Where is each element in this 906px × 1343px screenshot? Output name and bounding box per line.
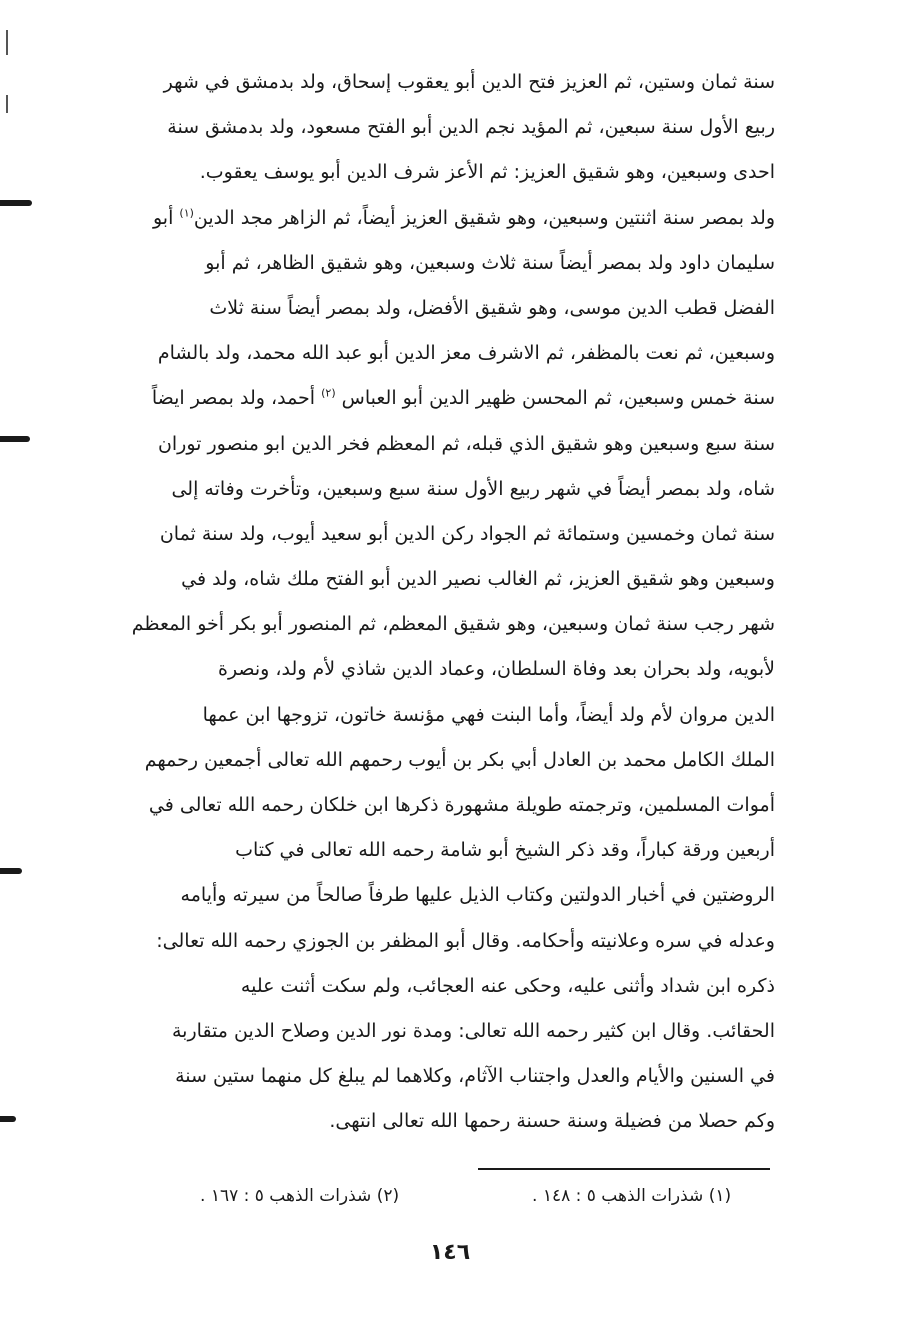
footnote-2: (٢) شذرات الذهب ٥ : ١٦٧ . bbox=[200, 1186, 400, 1206]
footnote-marker: (١) bbox=[179, 206, 194, 220]
edge-mark bbox=[0, 436, 30, 442]
text-line: الملك الكامل محمد بن العادل أبي بكر بن أيوب رحمهم الله تعالى أجمعين رحمهم bbox=[144, 748, 775, 771]
text-line: سنة ثمان وستين، ثم العزيز فتح الدين أبو يعقوب إسحاق، ولد بدمشق في شهر bbox=[163, 71, 775, 93]
main-text bbox=[75, 60, 775, 1145]
text-line: لأبويه، ولد بحران بعد وفاة السلطان، وعماد الدين شاذي لأم ولد، ونصرة bbox=[217, 658, 775, 681]
text-line: وكم حصلا من فضيلة وسنة حسنة رحمها الله تعالى انتهى. bbox=[329, 1110, 775, 1133]
text-segment: أحمد، ولد بمصر ايضاً bbox=[151, 387, 322, 410]
text-segment: سنة خمس وسبعين، ثم المحسن ظهير الدين أبو العباس bbox=[335, 387, 775, 410]
page-number: ١٤٦ bbox=[429, 1240, 471, 1265]
edge-mark bbox=[0, 868, 22, 874]
footnote-marker: (٢) bbox=[321, 386, 336, 400]
text-line: سليمان داود ولد بمصر أيضاً سنة ثلاث وسبعين، وهو شقيق الظاهر، ثم أبو bbox=[205, 251, 775, 274]
margin-line bbox=[6, 30, 8, 55]
text-line: الروضتين في أخبار الدولتين وكتاب الذيل عليها طرفاً صالحاً من سيرته وأيامه bbox=[180, 884, 775, 907]
footnote-1: (١) شذرات الذهب ٥ : ١٤٨ . bbox=[532, 1186, 732, 1206]
text-line: أموات المسلمين، وترجمته طويلة مشهورة ذكرها ابن خلكان رحمه الله تعالى في bbox=[148, 794, 775, 816]
margin-line bbox=[6, 95, 8, 113]
text-line: وعدله في سره وعلانيته وأحكامه. وقال أبو المظفر بن الجوزي رحمه الله تعالى: bbox=[156, 929, 775, 952]
text-line: سنة ثمان وخمسين وستمائة ثم الجواد ركن الدين أبو سعيد أيوب، ولد سنة ثمان bbox=[159, 522, 775, 545]
footnote-separator bbox=[478, 1168, 770, 1170]
text-line: الفضل قطب الدين موسى، وهو شقيق الأفضل، ولد بمصر أيضاً سنة ثلاث bbox=[209, 296, 775, 319]
text-line: في السنين والأيام والعدل واجتناب الآثام، وكلاهما لم يبلغ كل منهما ستين سنة bbox=[175, 1065, 775, 1088]
edge-mark bbox=[0, 1116, 16, 1122]
text-segment: ولد بمصر سنة اثنتين وسبعين، وهو شقيق العزيز أيضاً، ثم الزاهر مجد الدين bbox=[193, 206, 775, 229]
text-line: وسبعين، ثم نعت بالمظفر، ثم الاشرف معز الدين أبو عبد الله محمد، ولد بالشام bbox=[157, 342, 775, 365]
text-line bbox=[75, 196, 775, 241]
text-line: احدى وسبعين، وهو شقيق العزيز: ثم الأعز شرف الدين أبو يوسف يعقوب. bbox=[199, 161, 775, 184]
text-line: ربيع الأول سنة سبعين، ثم المؤيد نجم الدين أبو الفتح مسعود، ولد بدمشق سنة bbox=[167, 116, 775, 139]
text-line bbox=[75, 376, 775, 421]
text-line: سنة سبع وسبعين وهو شقيق الذي قبله، ثم المعظم فخر الدين ابو منصور توران bbox=[157, 432, 775, 455]
text-line: أربعين ورقة كباراً، وقد ذكر الشيخ أبو شامة رحمه الله تعالى في كتاب bbox=[235, 839, 775, 862]
text-line: وسبعين وهو شقيق العزيز، ثم الغالب نصير الدين أبو الفتح ملك شاه، ولد في bbox=[181, 568, 775, 591]
edge-mark bbox=[0, 200, 32, 206]
text-line: ذكره ابن شداد وأثنى عليه، وحكى عنه العجائب، ولم سكت أثنت عليه bbox=[240, 974, 775, 997]
text-line: شهر رجب سنة ثمان وسبعين، وهو شقيق المعظم، ثم المنصور أبو بكر أخو المعظم bbox=[131, 613, 775, 636]
text-line: الدين مروان لأم ولد أيضاً، وأما البنت فهي مؤنسة خاتون، تزوجها ابن عمها bbox=[202, 703, 775, 726]
text-line: الحقائب. وقال ابن كثير رحمه الله تعالى: ومدة نور الدين وصلاح الدين متقاربة bbox=[172, 1019, 775, 1042]
text-segment: أبو bbox=[152, 206, 180, 229]
text-line: شاه، ولد بمصر أيضاً في شهر ربيع الأول سنة سبع وسبعين، وتأخرت وفاته إلى bbox=[171, 477, 775, 500]
